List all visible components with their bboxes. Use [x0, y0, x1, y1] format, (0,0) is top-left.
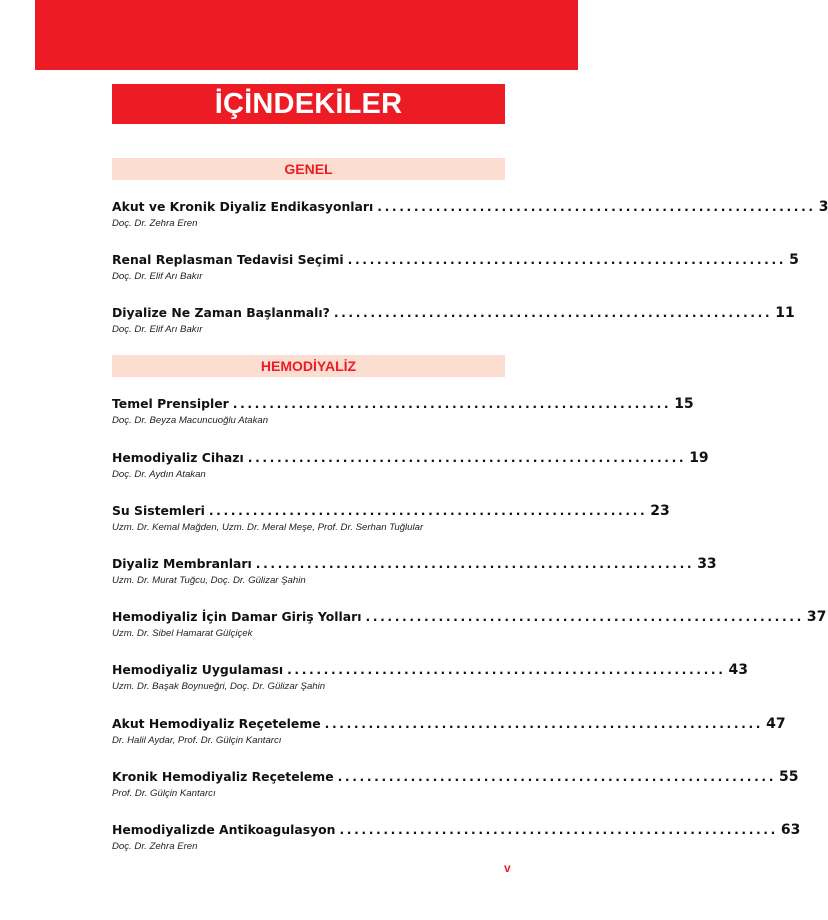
section-label: GENEL: [284, 161, 333, 177]
entry-title: Kronik Hemodiyaliz Reçeteleme: [112, 769, 334, 784]
entry-author: Doç. Dr. Aydın Atakan: [112, 469, 206, 480]
dot-leader: ............................................................: [287, 662, 726, 677]
entry-title: Diyalize Ne Zaman Başlanmalı?: [112, 305, 330, 320]
section-header-genel: [112, 158, 505, 180]
toc-entry[interactable]: [112, 252, 799, 282]
dot-leader: ............................................................: [333, 305, 773, 320]
entry-author: Doç. Dr. Beyza Macuncuoğlu Atakan: [112, 415, 269, 426]
entry-page-number: 11: [775, 305, 795, 321]
entry-title: Hemodiyaliz Cihazı: [112, 450, 244, 465]
entry-title: Hemodiyalizde Antikoagulasyon: [112, 822, 336, 837]
dot-leader: ............................................................: [232, 396, 672, 411]
entry-author: Uzm. Dr. Kemal Mağden, Uzm. Dr. Meral Meşe, Prof. Dr. Serhan Tuğlular: [112, 522, 424, 533]
entry-page-number: 23: [650, 503, 670, 519]
entry-author: Uzm. Dr. Sibel Hamarat Gülçiçek: [112, 628, 253, 639]
dot-leader: ............................................................: [324, 716, 764, 731]
toc-entry[interactable]: [112, 450, 709, 480]
section-header-hemodiyaliz: [112, 355, 505, 377]
toc-entry[interactable]: [112, 305, 795, 335]
entry-page-number: 47: [766, 716, 786, 732]
dot-leader: ............................................................: [365, 609, 804, 624]
toc-entry[interactable]: [112, 556, 717, 586]
section-label: HEMODİYALİZ: [260, 358, 357, 374]
dot-leader: ............................................................: [247, 450, 687, 465]
entry-page-number: 19: [689, 450, 709, 466]
entry-title: Hemodiyaliz Uygulaması: [112, 662, 284, 677]
entry-author: Prof. Dr. Gülçin Kantarcı: [112, 788, 216, 799]
entry-title: Hemodiyaliz İçin Damar Giriş Yolları: [112, 609, 362, 624]
dot-leader: ............................................................: [347, 252, 787, 267]
toc-entry[interactable]: [112, 662, 749, 692]
toc-entry[interactable]: [112, 503, 670, 533]
top-color-band: [35, 0, 578, 70]
toc-entry[interactable]: [112, 199, 828, 229]
entry-author: Dr. Halil Aydar, Prof. Dr. Gülçin Kantarcı: [112, 735, 282, 746]
dot-leader: ............................................................: [255, 556, 695, 571]
entry-author: Uzm. Dr. Başak Boynueğri, Doç. Dr. Gülizar Şahin: [112, 681, 326, 692]
dot-leader: ............................................................: [377, 199, 816, 214]
dot-leader: ............................................................: [337, 769, 777, 784]
toc-entry[interactable]: [112, 716, 786, 746]
entry-author: Uzm. Dr. Murat Tuğcu, Doç. Dr. Gülizar Şahin: [112, 575, 306, 586]
entry-author: Doç. Dr. Zehra Eren: [112, 841, 198, 852]
page-number: v: [504, 861, 511, 875]
page-title: İÇİNDEKİLER: [214, 87, 403, 120]
entry-title: Temel Prensipler: [112, 396, 229, 411]
title-banner: [112, 84, 505, 124]
entry-page-number: 5: [789, 252, 799, 268]
dot-leader: ............................................................: [208, 503, 648, 518]
entry-title: Akut ve Kronik Diyaliz Endikasyonları: [112, 199, 374, 214]
entry-author: Doç. Dr. Zehra Eren: [112, 218, 198, 229]
entry-page-number: 55: [779, 769, 799, 785]
entry-title: Diyaliz Membranları: [112, 556, 252, 571]
entry-page-number: 37: [806, 609, 827, 625]
toc-entry[interactable]: [112, 609, 827, 639]
entry-page-number: 63: [780, 822, 801, 838]
entry-title: Su Sistemleri: [112, 503, 205, 518]
entry-author: Doç. Dr. Elif Arı Bakır: [112, 271, 203, 282]
entry-page-number: 43: [728, 662, 749, 678]
entry-page-number: 3: [818, 199, 828, 215]
dot-leader: ............................................................: [339, 822, 778, 837]
toc-entry[interactable]: [112, 822, 801, 852]
entry-page-number: 33: [697, 556, 717, 572]
entry-author: Doç. Dr. Elif Arı Bakır: [112, 324, 203, 335]
entry-page-number: 15: [674, 396, 694, 412]
toc-entry[interactable]: [112, 769, 799, 799]
entry-title: Renal Replasman Tedavisi Seçimi: [112, 252, 344, 267]
toc-entry[interactable]: [112, 396, 694, 426]
entry-title: Akut Hemodiyaliz Reçeteleme: [112, 716, 321, 731]
